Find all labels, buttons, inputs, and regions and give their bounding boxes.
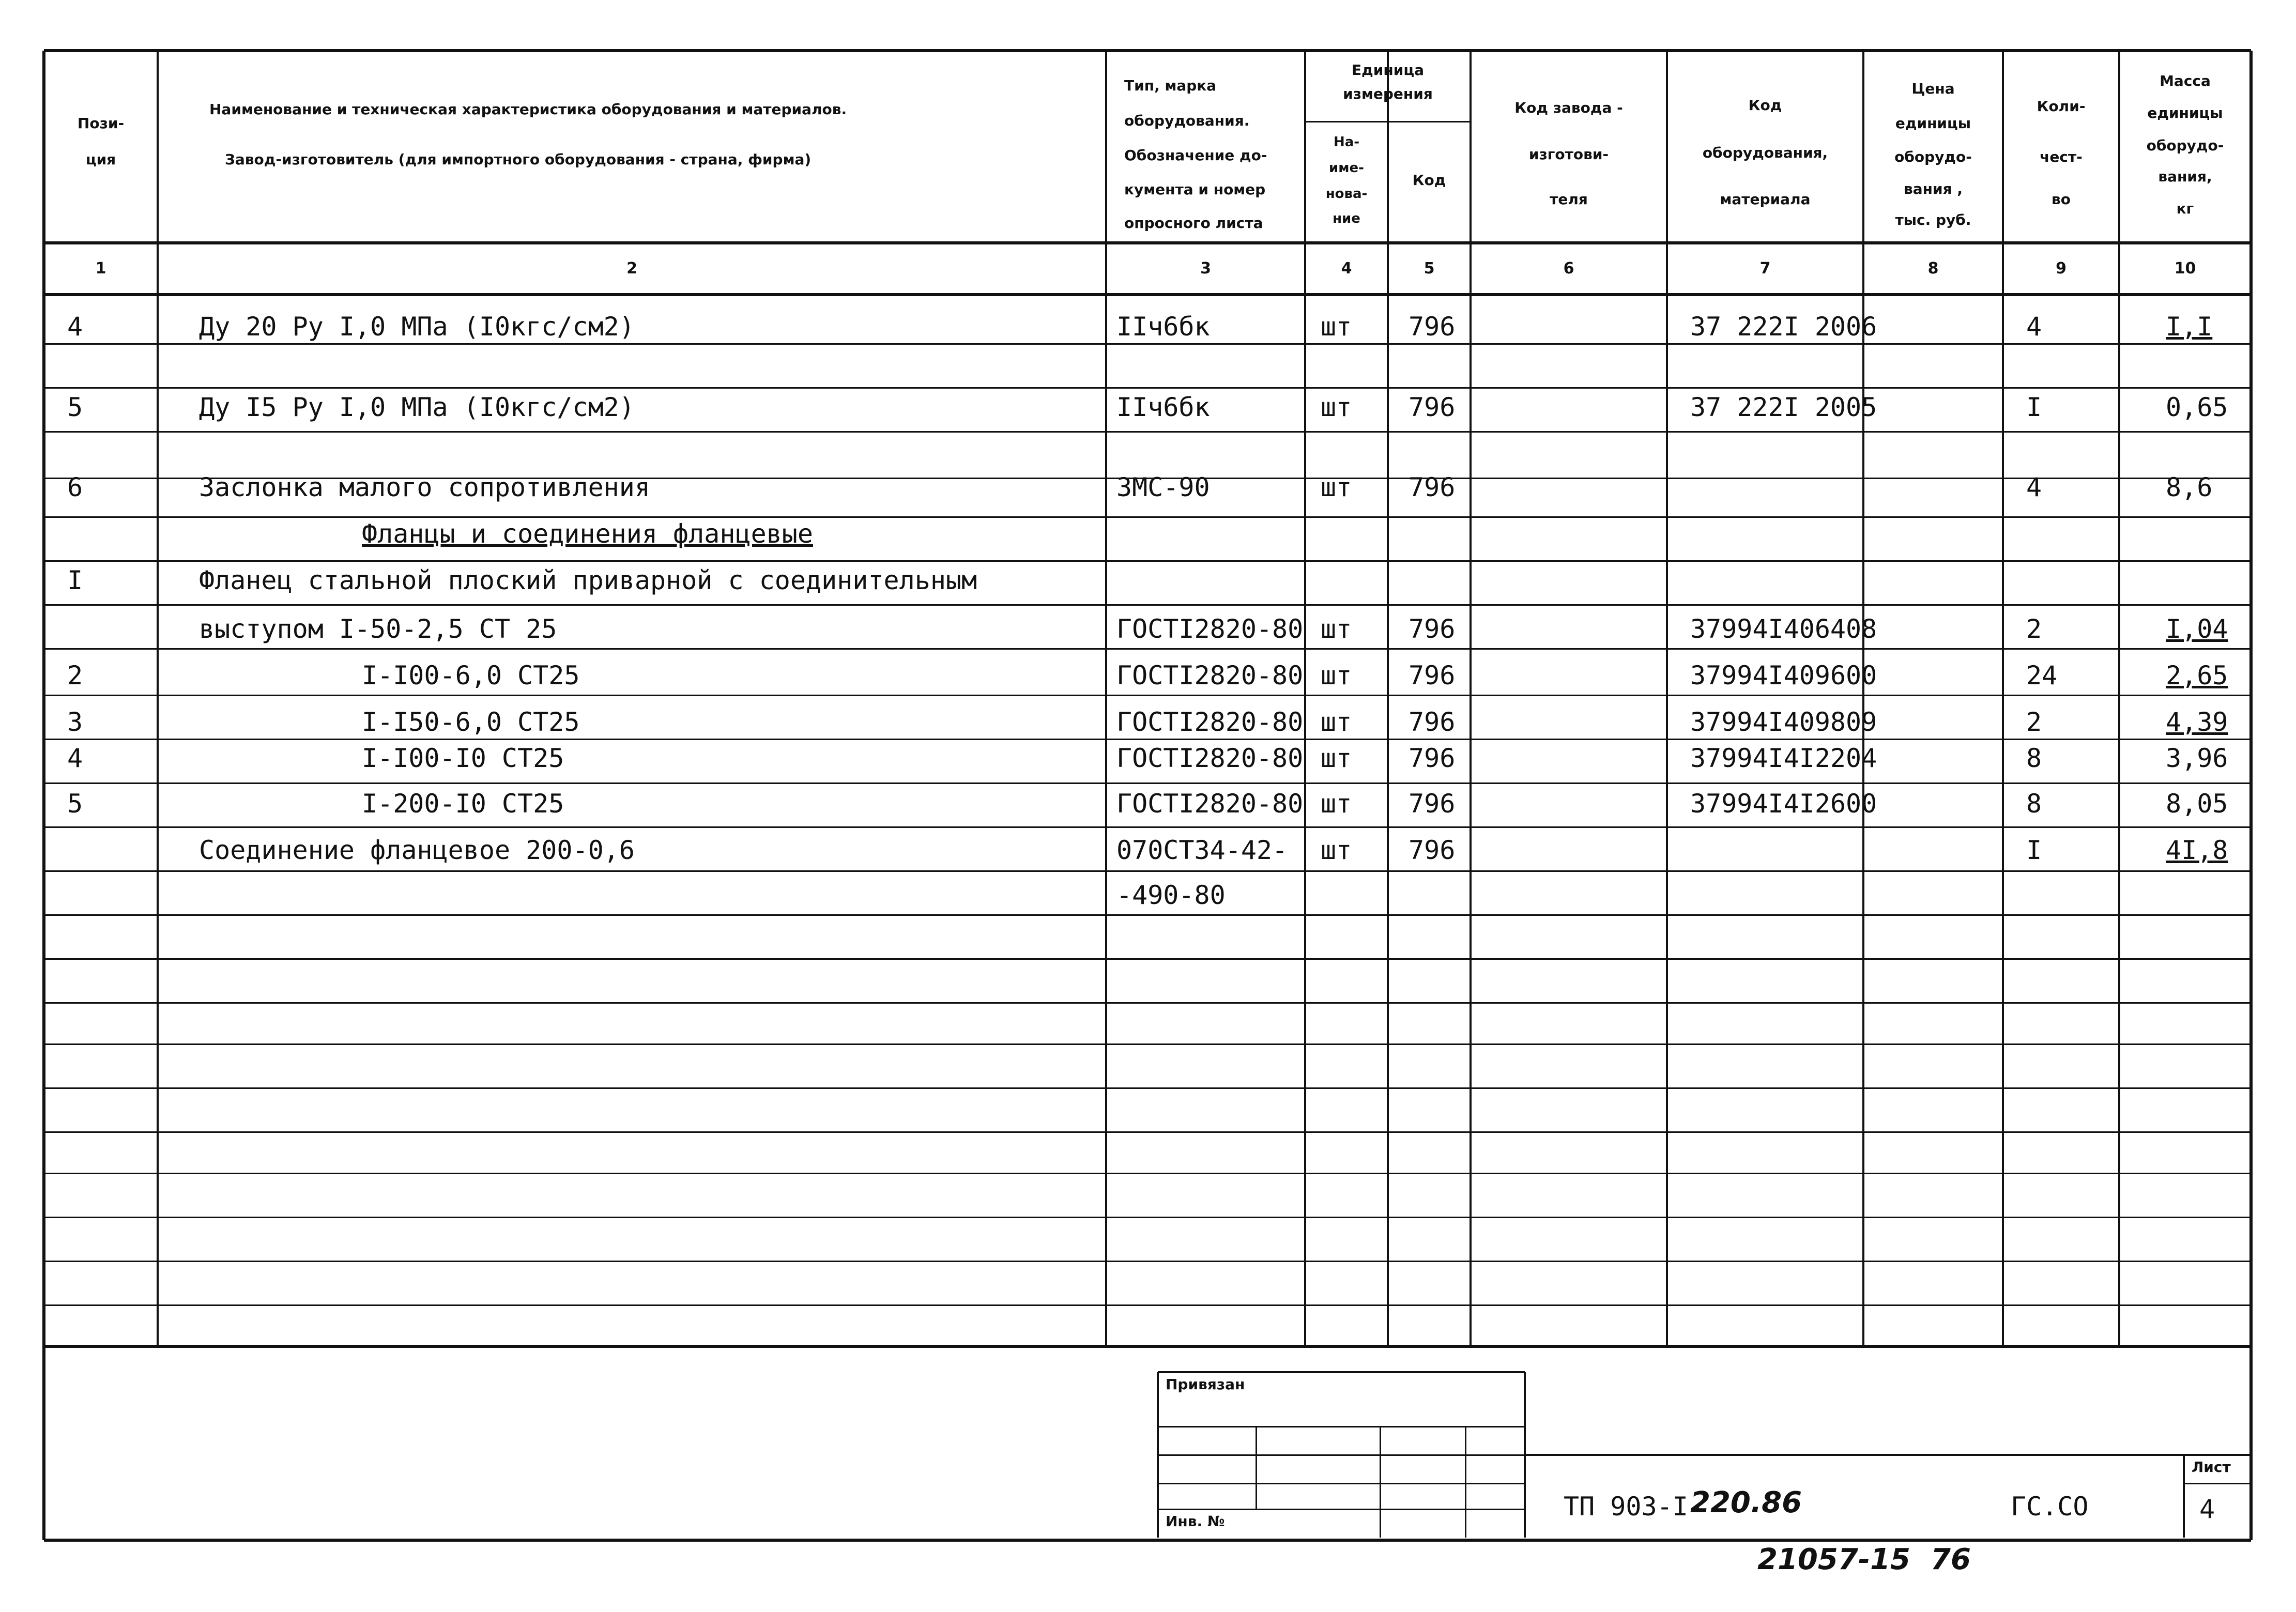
row-line xyxy=(44,604,2251,606)
column-number: 2 xyxy=(626,259,637,278)
cell-quantity: I xyxy=(2026,835,2042,865)
row-line xyxy=(44,958,2251,960)
col-header-type: опросного листа xyxy=(1124,214,1263,232)
cell-unit-name: шт xyxy=(1321,614,1352,644)
cell-position: 5 xyxy=(67,789,83,819)
column-divider xyxy=(1304,51,1306,1346)
cell-name: Ду I5 Ру I,0 МПа (I0кгс/см2) xyxy=(199,392,635,422)
cell-position: 2 xyxy=(67,661,83,690)
cell-name: Фланец стальной плоский приварной с соединительным xyxy=(199,565,977,595)
document-code: ГС.СО xyxy=(2011,1492,2089,1522)
col-header-mass: единицы xyxy=(2147,104,2223,121)
row-line xyxy=(44,870,2251,872)
title-block-line xyxy=(1256,1426,1257,1509)
row-line xyxy=(44,1087,2251,1089)
col-header-name: Завод-изготовитель (для импортного оборудования - страна, фирма) xyxy=(225,151,812,168)
row-line xyxy=(44,1261,2251,1262)
column-divider xyxy=(2002,51,2004,1346)
row-line xyxy=(44,782,2251,784)
col-header-unit-name: На- xyxy=(1333,134,1360,150)
cell-unit-name: шт xyxy=(1321,835,1352,865)
cell-quantity: 4 xyxy=(2026,472,2042,502)
row-line xyxy=(44,387,2251,389)
column-number: 4 xyxy=(1341,259,1352,278)
cell-name: выступом I-50-2,5 СТ 25 xyxy=(199,614,557,644)
row-line xyxy=(44,516,2251,518)
row-line xyxy=(44,1217,2251,1218)
cell-equipment-code: 37994I4I2204 xyxy=(1690,743,1877,773)
title-block-line xyxy=(2184,1483,2251,1484)
cell-mass: 0,65 xyxy=(2166,392,2228,422)
col-header-unit-name: нова- xyxy=(1325,186,1368,202)
cell-unit-code: 796 xyxy=(1409,614,1456,644)
cell-name: I-200-I0 СТ25 xyxy=(362,789,564,819)
cell-unit-name: шт xyxy=(1321,661,1352,690)
title-block-line xyxy=(1158,1483,1525,1484)
cell-type: IIч6бк xyxy=(1116,312,1210,342)
row-line xyxy=(44,1131,2251,1133)
col-header-unit-name: име- xyxy=(1329,160,1364,176)
row-line xyxy=(44,1043,2251,1045)
column-divider xyxy=(1105,51,1107,1346)
cell-quantity: 2 xyxy=(2026,707,2042,737)
cell-equipment-code: 37 222I 2005 xyxy=(1690,392,1877,422)
cell-position: 4 xyxy=(67,312,83,342)
cell-equipment-code: 37994I4I2600 xyxy=(1690,789,1877,819)
title-block-line xyxy=(1158,1509,1525,1510)
cell-unit-code: 796 xyxy=(1409,707,1456,737)
archive-number: 21057-15 xyxy=(1757,1543,1910,1576)
col-header-unit: Единица xyxy=(1352,62,1424,79)
column-divider xyxy=(1862,51,1864,1346)
table-bottom-border xyxy=(44,1345,2251,1348)
col-header-quantity: чест- xyxy=(2040,148,2083,165)
column-number: 8 xyxy=(1927,259,1939,278)
cell-unit-code: 796 xyxy=(1409,743,1456,773)
cell-quantity: I xyxy=(2026,392,2042,422)
sheet-bottom-border xyxy=(44,1539,2251,1542)
cell-mass: I,I xyxy=(2166,312,2213,342)
col-header-equipment-code: оборудования, xyxy=(1702,144,1828,161)
cell-type: ГОСТI2820-80 xyxy=(1116,789,1304,819)
cell-type: 070СТ34-42- xyxy=(1116,835,1288,865)
column-divider xyxy=(1470,51,1472,1346)
row-line xyxy=(44,431,2251,433)
column-number: 10 xyxy=(2174,259,2196,278)
cell-equipment-code: 37 222I 2006 xyxy=(1690,312,1877,342)
cell-position: 3 xyxy=(67,707,83,737)
col-header-price: вания , xyxy=(1904,180,1963,197)
cell-position: I xyxy=(67,565,83,595)
page-number: 76 xyxy=(1931,1543,1971,1576)
column-number: 3 xyxy=(1200,259,1211,278)
header-bottom-border xyxy=(44,241,2251,244)
cell-unit-name: шт xyxy=(1321,743,1352,773)
column-number: 9 xyxy=(2056,259,2067,278)
col-header-equipment-code: материала xyxy=(1720,191,1811,208)
cell-quantity: 8 xyxy=(2026,789,2042,819)
col-header-plant-code: теля xyxy=(1550,191,1588,208)
col-header-type: кумента и номер xyxy=(1124,181,1266,198)
title-block-line xyxy=(1525,1454,2251,1456)
cell-type: ГОСТI2820-80 xyxy=(1116,707,1304,737)
cell-mass: 4,39 xyxy=(2166,707,2228,737)
cell-unit-code: 796 xyxy=(1409,312,1456,342)
column-divider xyxy=(2118,51,2120,1346)
table-top-border xyxy=(44,49,2251,52)
col-header-mass: оборудо- xyxy=(2146,137,2224,154)
cell-mass: I,04 xyxy=(2166,614,2228,644)
inventory-number-label: Инв. № xyxy=(1166,1513,1225,1530)
cell-unit-name: шт xyxy=(1321,789,1352,819)
col-header-unit: измерения xyxy=(1343,85,1433,102)
col-header-position: ция xyxy=(85,151,116,168)
row-line xyxy=(44,343,2251,345)
title-block-line xyxy=(1158,1426,1525,1427)
row-line xyxy=(44,826,2251,828)
cell-name: Ду 20 Ру I,0 МПа (I0кгс/см2) xyxy=(199,312,635,342)
cell-type: ГОСТI2820-80 xyxy=(1116,661,1304,690)
cell-unit-name: шт xyxy=(1321,707,1352,737)
row-line xyxy=(44,1002,2251,1004)
col-header-price: оборудо- xyxy=(1894,148,1972,165)
col-header-type: Обозначение до- xyxy=(1124,147,1267,164)
col-header-price: единицы xyxy=(1895,115,1971,132)
col-header-price: тыс. руб. xyxy=(1895,211,1971,228)
cell-name: I-I00-I0 СТ25 xyxy=(362,743,564,773)
cell-equipment-code: 37994I409809 xyxy=(1690,707,1877,737)
cell-name: Заслонка малого сопротивления xyxy=(199,472,650,502)
cell-position: 5 xyxy=(67,392,83,422)
cell-name: Соединение фланцевое 200-0,6 xyxy=(199,835,635,865)
col-header-quantity: во xyxy=(2052,191,2071,208)
col-header-mass: вания, xyxy=(2158,168,2212,185)
column-number: 5 xyxy=(1423,259,1435,278)
cell-quantity: 2 xyxy=(2026,614,2042,644)
title-block-line xyxy=(1158,1371,1525,1373)
cell-unit-name: шт xyxy=(1321,472,1352,502)
cell-unit-name: шт xyxy=(1321,392,1352,422)
cell-type: -490-80 xyxy=(1116,880,1226,910)
row-line xyxy=(44,1173,2251,1174)
title-block-line xyxy=(2183,1455,2185,1538)
cell-quantity: 4 xyxy=(2026,312,2042,342)
cell-unit-code: 796 xyxy=(1409,392,1456,422)
row-line xyxy=(44,560,2251,562)
title-block-line xyxy=(1465,1426,1466,1538)
cell-quantity: 24 xyxy=(2026,661,2058,690)
cell-equipment-code: 37994I406408 xyxy=(1690,614,1877,644)
cell-unit-code: 796 xyxy=(1409,789,1456,819)
unit-header-divider xyxy=(1305,121,1471,122)
cell-mass: 2,65 xyxy=(2166,661,2228,690)
title-block-line xyxy=(1158,1454,1525,1456)
privyazan-label: Привязан xyxy=(1166,1376,1245,1393)
column-number: 6 xyxy=(1563,259,1574,278)
col-header-name: Наименование и техническая характеристика оборудования и материалов. xyxy=(209,101,847,118)
cell-quantity: 8 xyxy=(2026,743,2042,773)
col-header-plant-code: изготови- xyxy=(1528,146,1609,163)
column-number-border xyxy=(44,293,2251,296)
column-number: 7 xyxy=(1759,259,1771,278)
col-header-type: Тип, марка xyxy=(1124,77,1217,94)
cell-mass: 8,6 xyxy=(2166,472,2213,502)
col-header-unit-code: Код xyxy=(1412,172,1446,189)
col-header-quantity: Коли- xyxy=(2037,98,2086,115)
col-header-price: Цена xyxy=(1911,80,1955,97)
row-line xyxy=(44,648,2251,650)
col-header-mass: Масса xyxy=(2160,72,2211,89)
cell-unit-code: 796 xyxy=(1409,835,1456,865)
cell-position: 6 xyxy=(67,472,83,502)
column-divider xyxy=(1666,51,1668,1346)
document-number: 220.86 xyxy=(1690,1486,1802,1519)
col-header-position: Пози- xyxy=(77,115,125,132)
cell-position: 4 xyxy=(67,743,83,773)
sheet-number: 4 xyxy=(2199,1494,2215,1524)
title-block-line xyxy=(1380,1426,1381,1538)
column-number: 1 xyxy=(95,259,106,278)
cell-type: ГОСТI2820-80 xyxy=(1116,743,1304,773)
col-header-equipment-code: Код xyxy=(1748,97,1782,114)
column-divider xyxy=(1387,51,1389,1346)
row-line xyxy=(44,1304,2251,1306)
cell-equipment-code: 37994I409600 xyxy=(1690,661,1877,690)
col-header-mass: кг xyxy=(2176,200,2194,217)
cell-mass: 8,05 xyxy=(2166,789,2228,819)
cell-type: ГОСТI2820-80 xyxy=(1116,614,1304,644)
sheet-label: Лист xyxy=(2192,1459,2231,1476)
column-divider xyxy=(157,51,159,1346)
cell-type: ЗМС-90 xyxy=(1116,472,1210,502)
cell-unit-name: шт xyxy=(1321,312,1352,342)
col-header-unit-name: ние xyxy=(1333,211,1360,226)
row-line xyxy=(44,914,2251,916)
cell-mass: 3,96 xyxy=(2166,743,2228,773)
cell-name: I-I50-6,0 СТ25 xyxy=(362,707,580,737)
col-header-plant-code: Код завода - xyxy=(1514,99,1623,116)
row-line xyxy=(44,739,2251,740)
cell-unit-code: 796 xyxy=(1409,661,1456,690)
document-prefix: ТП 903-I- xyxy=(1564,1492,1704,1522)
cell-unit-code: 796 xyxy=(1409,472,1456,502)
cell-mass: 4I,8 xyxy=(2166,835,2228,865)
cell-type: IIч6бк xyxy=(1116,392,1210,422)
col-header-type: оборудования. xyxy=(1124,112,1250,129)
row-line xyxy=(44,695,2251,696)
section-heading: Фланцы и соединения фланцевые xyxy=(362,519,813,549)
cell-name: I-I00-6,0 СТ25 xyxy=(362,661,580,690)
